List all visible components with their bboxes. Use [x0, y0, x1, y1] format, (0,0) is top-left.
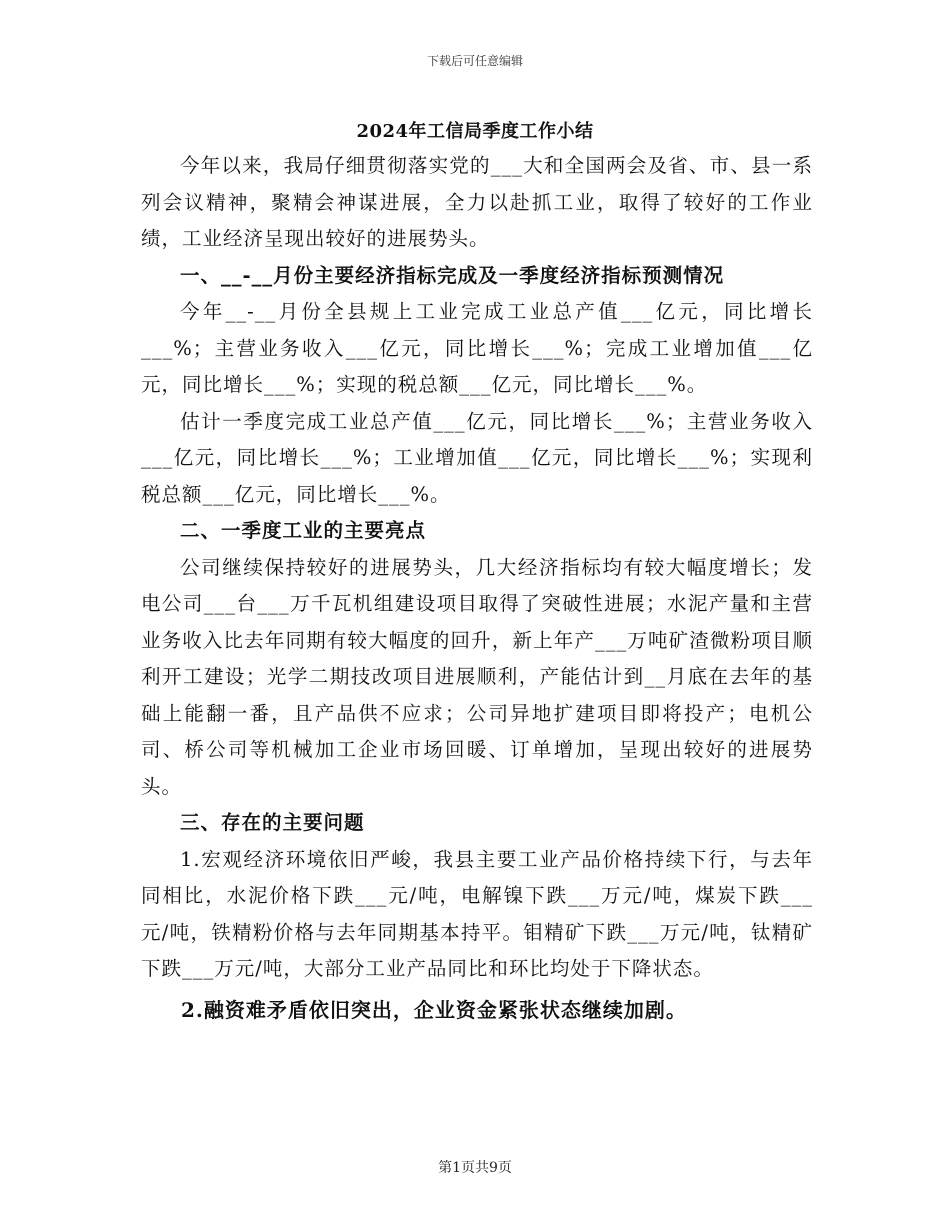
section-3-item-1: 1.宏观经济环境依旧严峻，我县主要工业产品价格持续下行，与去年同相比，水泥价格下跌___元/吨，电解镍下跌___万元/吨，煤炭下跌___元/吨，铁精粉价格与去年同期基本持平。钼精矿下跌___万元/吨，钛精矿下跌___万元/吨，大部分工业产品同比和环比均处于下降状态。 [141, 847, 813, 980]
section-1-paragraph-1: 今年__-__月份全县规上工业完成工业总产值___亿元，同比增长___%；主营业务收入___亿元，同比增长___%；完成工业增加值___亿元，同比增长___%；实现的税总额___亿元，同比增长___%。 [141, 300, 813, 396]
document-body [141, 148, 813, 1028]
intro-paragraph: 今年以来，我局仔细贯彻落实党的___大和全国两会及省、市、县一系列会议精神，聚精会神谋进展，全力以赴抓工业，取得了较好的工作业绩，工业经济呈现出较好的进展势头。 [141, 154, 813, 250]
section-1-heading: 一、__-__月份主要经济指标完成及一季度经济指标预测情况 [180, 263, 725, 287]
section-2-paragraph-1: 公司继续保持较好的进展势头，几大经济指标均有较大幅度增长；发电公司___台___万千瓦机组建设项目取得了突破性进展；水泥产量和主营业务收入比去年同期有较大幅度的回升，新上年产___万吨矿渣微粉项目顺利开工建设；光学二期技改项目进展顺利，产能估计到__月底在去年的基础上能翻一番，且产品供不应求；公司异地扩建项目即将投产；电机公司、桥公司等机械加工企业市场回暖、订单增加，呈现出较好的进展势头。 [141, 555, 813, 798]
section-3-item-2: 2.融资难矛盾依旧突出，企业资金紧张状态继续加剧。 [181, 997, 687, 1022]
section-1-paragraph-2: 估计一季度完成工业总产值___亿元，同比增长___%；主营业务收入___亿元，同比增长___%；工业增加值___亿元，同比增长___%；实现利税总额___亿元，同比增长___%。 [141, 409, 813, 506]
section-3-heading: 三、存在的主要问题 [180, 811, 365, 834]
page-number-footer: 第1页共9页 [438, 1160, 512, 1176]
header-note: 下载后可任意编辑 [426, 54, 523, 68]
document-title: 2024年工信局季度工作小结 [356, 121, 594, 142]
section-2-heading: 二、一季度工业的主要亮点 [180, 519, 427, 542]
